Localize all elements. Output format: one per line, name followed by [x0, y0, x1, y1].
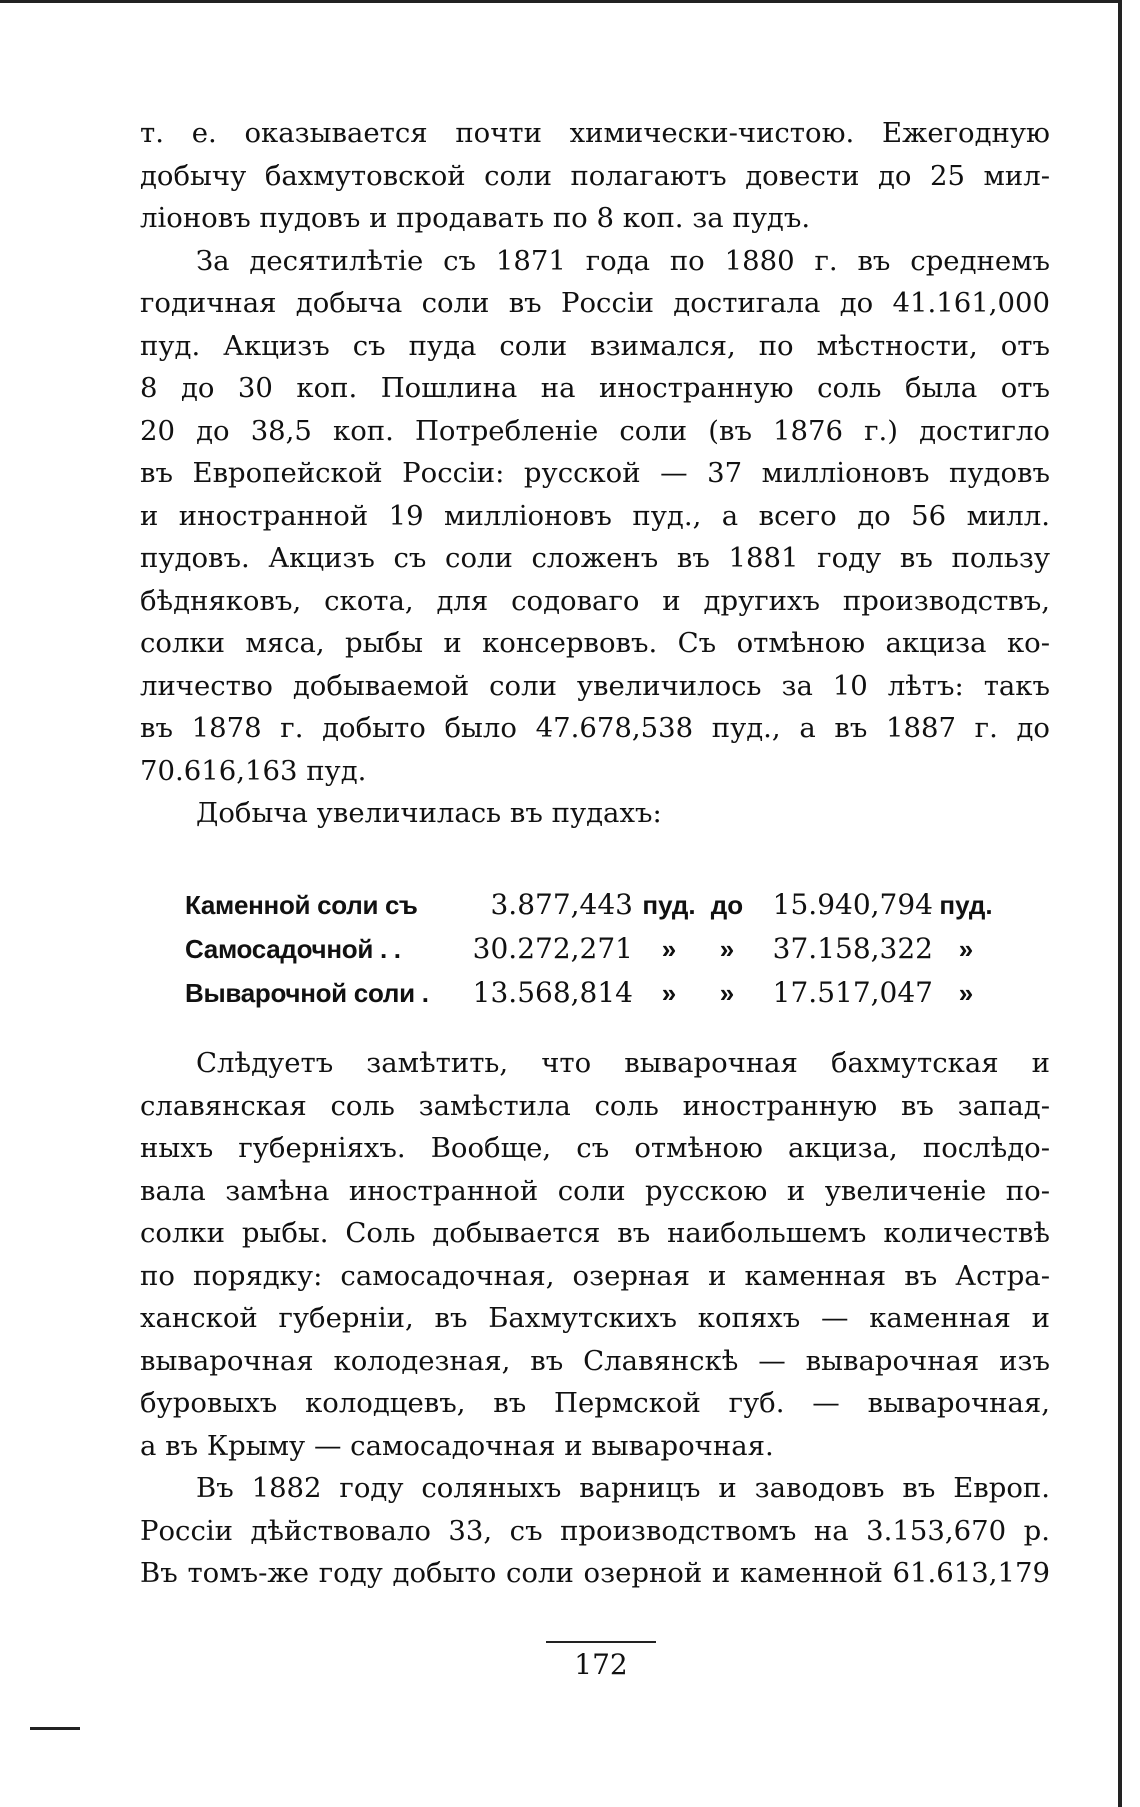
- row-name: Выварочной соли .: [185, 978, 429, 1008]
- table-row: [185, 883, 999, 927]
- text-line: пуд. Акцизъ съ пуда соли взимался, по мѣстности, отъ: [140, 329, 1050, 362]
- value-to: 15.940,794: [772, 888, 933, 921]
- page-number: 172: [574, 1648, 628, 1681]
- text-line: буровыхъ колодцевъ, въ Пермской губ. — выварочная,: [140, 1387, 1050, 1419]
- body-text-upper: [140, 112, 1050, 835]
- text-line: вала замѣна иностранной соли русскою и увеличенiе по-: [140, 1174, 1050, 1207]
- text-line: Слѣдуетъ замѣтить, что выварочная бахмутская и: [196, 1047, 1050, 1079]
- text-line: солки мяса, рыбы и консервовъ. Съ отмѣною акциза ко-: [140, 627, 1050, 659]
- text-line: 8 до 30 коп. Пошлина на иностранную соль была отъ: [140, 372, 1050, 404]
- table-row: [185, 927, 999, 971]
- text-line: выварочная колодезная, въ Славянскѣ — выварочная изъ: [140, 1344, 1050, 1377]
- text-line: славянская соль замѣстила соль иностранную въ запад-: [140, 1089, 1050, 1122]
- unit-from: »: [661, 978, 677, 1008]
- body-text-lower: [140, 1042, 1050, 1595]
- value-from: 30.272,271: [472, 932, 633, 965]
- left-margin-mark: [30, 1727, 80, 1730]
- salt-production-table: [185, 883, 999, 1015]
- text-line: Въ томъ-же году добыто соли озерной и каменной 61.613,179: [140, 1557, 1050, 1589]
- value-to: 17.517,047: [772, 976, 933, 1009]
- text-line: ханской губернiи, въ Бахмутскихъ копяхъ — каменная и: [140, 1302, 1050, 1334]
- table-row: [185, 971, 999, 1015]
- text-line: годичная добыча соли въ Россiи достигала до 41.161,000: [140, 287, 1050, 319]
- to-word: »: [719, 978, 735, 1008]
- text-line: 20 до 38,5 коп. Потребленiе соли (въ 1876 г.) достигло: [140, 414, 1050, 447]
- text-line: т. е. оказывается почти химически-чистою. Ежегодную: [140, 117, 1050, 149]
- text-line: солки рыбы. Соль добывается въ наибольшемъ количествѣ: [140, 1217, 1050, 1249]
- unit-to: пуд.: [939, 890, 993, 920]
- text-line: въ Европейской Россiи: русской — 37 миллiоновъ пудовъ: [140, 457, 1050, 489]
- unit-from: »: [661, 934, 677, 964]
- text-line: За десятилѣтiе съ 1871 года по 1880 г. въ среднемъ: [196, 244, 1050, 277]
- text-line: личество добываемой соли увеличилось за 10 лѣтъ: такъ: [140, 669, 1050, 702]
- right-edge-rule: [1118, 0, 1122, 1807]
- text-line: пудовъ. Акцизъ съ соли сложенъ въ 1881 году въ пользу: [140, 542, 1050, 574]
- text-line: ныхъ губернiяхъ. Вообще, съ отмѣною акциза, послѣдо-: [140, 1132, 1050, 1164]
- to-word: »: [719, 934, 735, 964]
- text-line: и иностранной 19 миллiоновъ пуд., а всего до 56 милл.: [140, 499, 1050, 532]
- unit-to: »: [958, 934, 974, 964]
- value-to: 37.158,322: [772, 932, 933, 965]
- text-line: Россiи дѣйствовало 33, съ производствомъ на 3.153,670 р.: [140, 1514, 1050, 1547]
- unit-from: пуд.: [642, 890, 696, 920]
- value-from: 3.877,443: [490, 888, 633, 921]
- row-name: Каменной соли съ: [185, 890, 418, 920]
- text-line: а въ Крыму — самосадочная и выварочная.: [140, 1429, 774, 1462]
- unit-to: »: [958, 978, 974, 1008]
- row-name: Самосадочной . .: [185, 934, 401, 964]
- text-line: лiоновъ пудовъ и продавать по 8 коп. за пудъ.: [140, 202, 811, 234]
- text-line: бѣдняковъ, скота, для содоваго и другихъ производствъ,: [140, 584, 1050, 617]
- to-word: до: [710, 890, 744, 920]
- value-from: 13.568,814: [472, 976, 633, 1009]
- text-line: Въ 1882 году соляныхъ варницъ и заводовъ въ Европ.: [196, 1472, 1050, 1504]
- text-line: по порядку: самосадочная, озерная и каменная въ Астра-: [140, 1259, 1050, 1292]
- text-line: 70.616,163 пуд.: [140, 754, 367, 787]
- text-line: добычу бахмутовской соли полагаютъ довести до 25 мил-: [140, 159, 1050, 192]
- table-intro: Добыча увеличилась въ пудахъ:: [196, 797, 662, 829]
- top-edge-rule: [0, 0, 1120, 3]
- text-line: въ 1878 г. добыто было 47.678,538 пуд., а въ 1887 г. до: [140, 712, 1050, 744]
- page-number-rule: [546, 1641, 656, 1643]
